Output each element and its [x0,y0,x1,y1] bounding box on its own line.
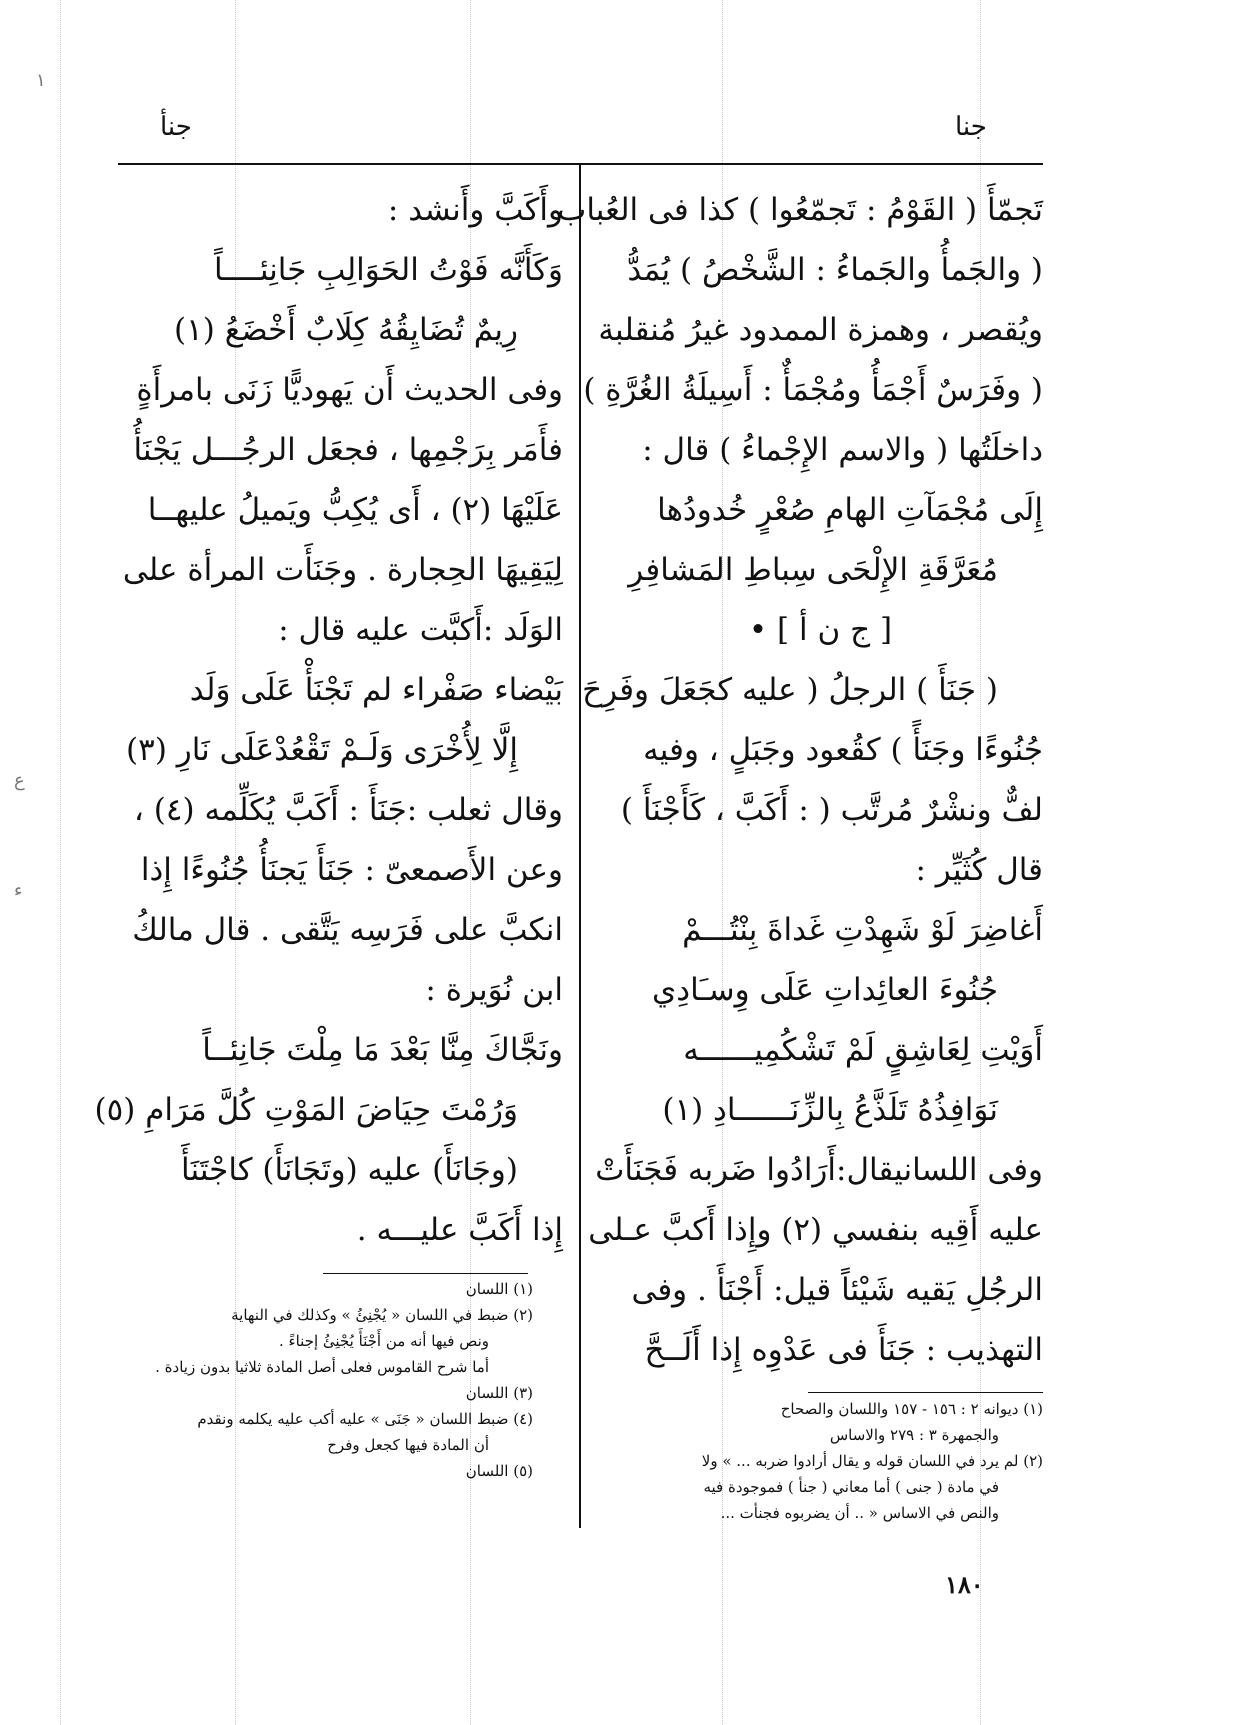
footnote-rule-left [323,1273,528,1274]
text-line: ( وفَرَسٌ أَجْمَأُ ومُجْمَأٌ : أَسِيلَةُ الغُرَّةِ ) [583,372,1043,408]
text-line: وعن الأَصمعىّ : جَنَأَ يَجنَأُ جُنُوءًا إِذا [140,852,563,888]
verse-line: ونَجَّاكَ مِنَّا بَعْدَ مَا مِلْتَ جَانِئــاً [202,1032,563,1068]
margin-mark: ع [14,770,25,791]
footnote-line: (٣) اللسان [465,1384,533,1402]
text-line: انكبَّ على فَرَسِه يَتَّقى . قال مالكُ [132,912,563,948]
footnote-line: (١) اللسان [465,1280,533,1298]
text-line: لِيَقِيهَا الحِجارة . وجَنَأَت المرأة على [122,552,563,588]
verse-line: وَرُمْتَ حِيَاضَ المَوْتِ كُلَّ مَرَامِ (٥) [94,1092,518,1128]
verse-line: نَوَافِذُهُ تَلَذَّعُ بِالزِّنَــــــادِ (١) [662,1092,998,1128]
footnote-line: (١) ديوانه ٢ : ١٥٦ - ١٥٧ واللسان والصحاح [780,1400,1043,1418]
footnotes-right [598,1396,1043,1526]
footnote-line: والجمهرة ٣ : ٢٧٩ والاساس [829,1426,999,1444]
text-line: ( جَنَأَ ) الرجلُ ( عليه كجَعَلَ وفَرِحَ [582,672,998,708]
text-line: وفى اللسانيقال:أَرَادُوا ضَربه فَجَنَأَتْ [595,1152,1043,1188]
text-line: الوَلَد :أَكبَّت عليه قال : [278,612,563,648]
footnote-line: (٤) ضبط اللسان « جَنَى » عليه أكب عليه يكلمه ونقدم [197,1410,533,1428]
text-line: عليه أَقِيه بنفسي (٢) وإِذا أَكبَّ عـلى [588,1212,1043,1248]
margin-mark: ١ [36,70,46,91]
running-header-left: جنأ [160,112,192,142]
verse-line: جُنُوءَ العائِداتِ عَلَى وِسـَادِي [652,972,998,1008]
verse-line: بَيْضاء صَفْراء لم تَجْنَأْ عَلَى وَلَد [189,672,563,708]
text-line: ابن نُوَيرة : [425,972,563,1008]
verse-line: إِلَّا لِأُخْرَى وَلَـمْ تَقْعُدْعَلَى نَارِ (٣) [126,732,518,768]
text-line: ويُقصر ، وهمزة الممدود غيرُ مُنقلبة [598,312,1043,348]
text-line: (وجَانَأَ) عليه (وتَجَانَأَ) كاجْتَنَأَ [181,1152,518,1188]
text-line: عَلَيْهَا (٢) ، أَى يُكِبُّ ويَميلُ عليهــا [147,492,563,528]
left-column [94,180,563,1260]
footnote-line: أما شرح القاموس فعلى أصل المادة ثلاثيا بدون زيادة . [155,1358,489,1376]
text-line: وأَكَبَّ وأَنشد : [387,192,563,228]
footnote-line: (٢) ضبط في اللسان « يُجْنِئُ » وكذلك في النهاية [231,1306,533,1324]
footnote-line: في مادة ( جنى ) أما معاني ( جنأ ) فموجودة فيه [703,1478,999,1496]
text-line: إِذا أَكَبَّ عليـــه . [356,1212,563,1248]
footnote-line: ونص فيها أنه من أَجْنَأَ يُجْنِئُ إجناءً . [279,1332,489,1350]
margin-mark: ء [14,880,23,901]
running-header-right: جنا [955,112,987,142]
text-line: ( والجَمأُ والجَماءُ : الشَّخْصُ ) يُمَدُّ [627,252,1043,288]
footnote-line: أن المادة فيها كجعل وفرح [327,1436,489,1454]
right-column [557,180,1043,1380]
text-line: قال كُثَيِّر : [915,852,1043,888]
text-line: وفى الحديث أَن يَهوديًّا زَنَى بامرأَةٍ [136,372,563,408]
verse-line: وَكَأَنَّه فَوْتُ الحَوَالِبِ جَانِئــــاً [214,252,563,288]
text-line: فأَمَر بِرَجْمِها ، فجعَل الرجُـــل يَجْنَأُ [133,432,563,468]
footnote-line: والنص في الاساس « .. أن يضربوه فجنأت ... [720,1504,999,1522]
scan-guide-line [60,0,61,1725]
text-line: وقال ثعلب :جَنَأَ : أَكَبَّ يُكَلِّمه (٤) ، [133,792,563,828]
footnote-line: (٥) اللسان [465,1462,533,1480]
verse-line: رِيمٌ تُضَايِقُهُ كِلَابٌ أَخْضَعُ (١) [174,312,518,348]
verse-line: إِلَى مُجْمَآتِ الهامِ صُعْرٍ خُدودُها [657,492,1043,528]
text-line: التهذيب : جَنَأَ فى عَدْوِه إِذا أَلَــحَّ [644,1332,1043,1368]
verse-line: مُعَرَّقَةِ الإِلْحَى سِباطِ المَشافِرِ [628,552,998,588]
footnotes-left [118,1276,533,1484]
text-line: داخلَتُها ( والاسم الإِجْماءُ ) قال : [642,432,1043,468]
entry-heading: [ ج ن أ ] • [748,612,893,648]
footnote-line: (٢) لم يرد في اللسان قوله و يقال أرادوا ضربه ... » ولا [701,1452,1043,1470]
footnote-rule-right [808,1392,1043,1393]
verse-line: أَوَيْتِ لِعَاشِقٍ لَمْ تَشْكُمِيــــــه [683,1032,1043,1068]
text-line: جُنُوءًا وجَنَأً ) كقُعود وجَبَلٍ ، وفيه [643,732,1043,768]
text-line: تَجمّأَ ( القَوْمُ : تَجمّعُوا ) كذا فى العُباب [557,192,1043,228]
column-divider [579,163,581,1528]
text-line: لفٌّ ونشْرٌ مُرتَّب ( : أَكَبَّ ، كَأَجْنَأَ ) [620,792,1043,828]
text-line: الرجُلِ يَقيه شَيْئاً قيل: أَجْنَأَ . وفى [631,1272,1043,1308]
page-number: ١٨٠ [945,1570,984,1599]
verse-line: أَغاضِرَ لَوْ شَهِدْتِ غَداةَ بِنْتُـــمْ [682,912,1043,948]
